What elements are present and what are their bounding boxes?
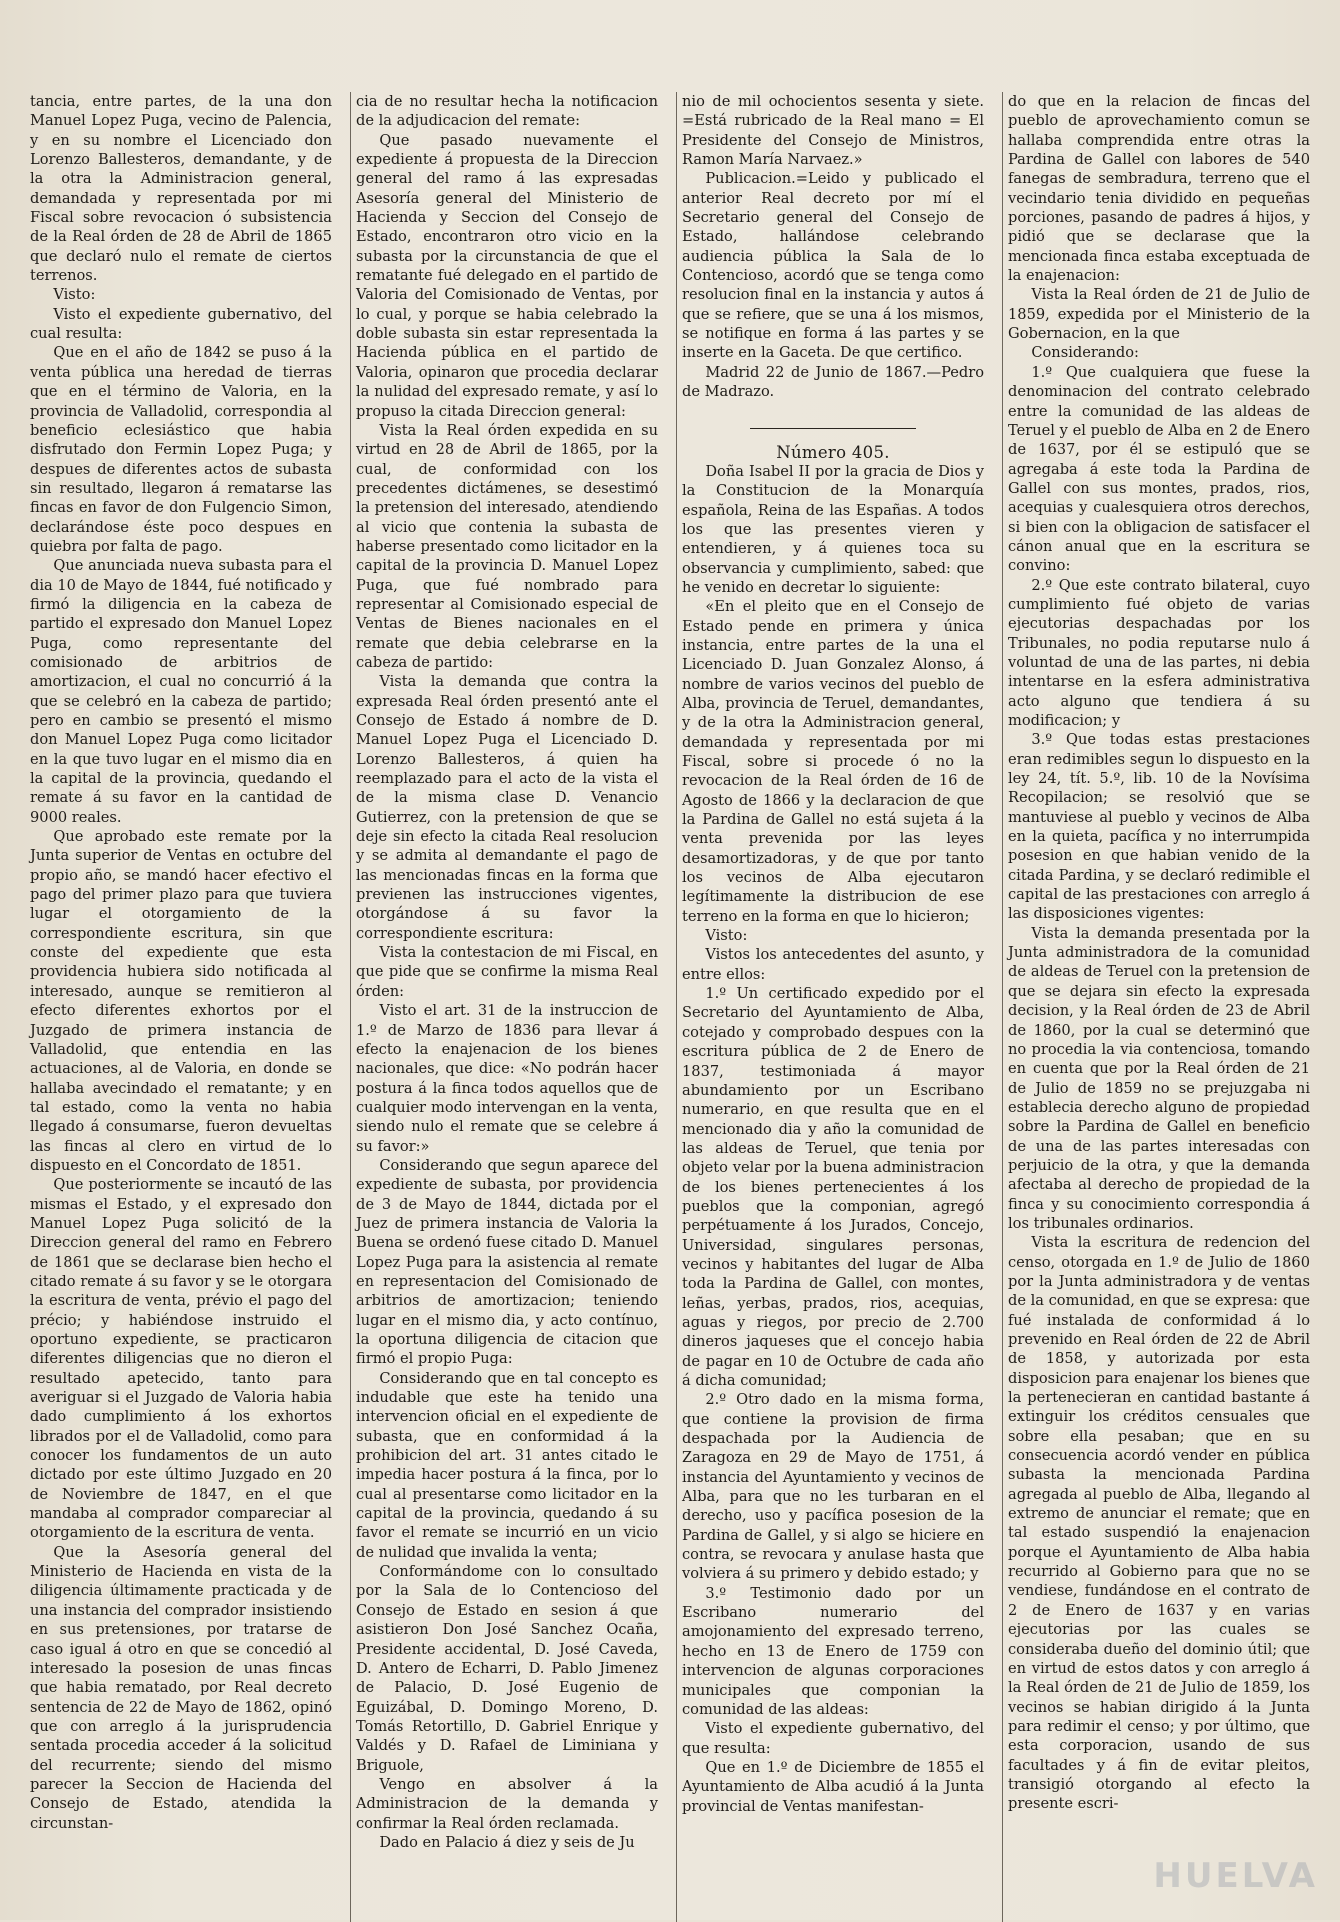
paragraph: Visto el art. 31 de la instruccion de 1.º de Marzo de 1836 para llevar á efecto la enajenacion de los bienes nacionales, que dice: «No podrán hacer postura á la finca todos aquellos que de cualquier modo intervengan en la venta, siendo nulo el remate que se celebre á su favor:» xyxy=(356,1002,658,1155)
paragraph: Que aprobado este remate por la Junta superior de Ventas en octubre del propio año, se mandó hacer efectivo el pago del primer plazo para que tuviera lugar el otorgamiento de la correspondiente escritura, sin que conste del expediente que esta providencia hubiera sido notificada al interesado, aunque se remitieron al efecto diferentes exhortos por el Juzgado de primera instancia de Valladolid, que entendia en las actuaciones, al de Valoria, en donde se hallaba avecindado el rematante; y en tal estado, como la venta no habia llegado á consumarse, fueron devueltas las fincas al clero en virtud de lo dispuesto en el Concordato de 1851. xyxy=(30,828,332,1174)
paragraph: Madrid 22 de Junio de 1867.—Pedro de Madrazo. xyxy=(682,363,984,401)
paragraph: Considerando: xyxy=(1031,344,1139,362)
paragraph: Visto el expediente gubernativo, del que resulta: xyxy=(682,1720,984,1757)
paragraph: Que en 1.º de Diciembre de 1855 el Ayuntamiento de Alba acudió á la Junta provincial de Ventas manifestan- xyxy=(682,1758,984,1815)
paragraph: Vista la demanda que contra la expresada Real órden presentó ante el Consejo de Estado á nombre de D. Manuel Lopez Puga el Licenciado D. Lorenzo Ballesteros, á quien ha reemplazado para el acto de la vista el de la misma clase D. Venancio Gutierrez, con la pretension de que se deje sin efecto la citada Real resolucion y se admita al demandante el pago de las mencionadas fincas en la forma que previenen las instrucciones vigentes, otorgándose á su favor la correspondiente escritura: xyxy=(356,673,658,942)
column-2 xyxy=(350,92,664,1922)
paragraph: Vista la demanda presentada por la Junta administradora de la comunidad de aldeas de Teruel con la pretension de que se dejara sin efecto la expresada decision, y la Real órden de 23 de Abril de 1860, por la cual se determinó que no procedia la via contenciosa, tomando en cuenta que por la Real órden de 21 de Julio de 1859 no se prejuzgaba ni establecia derecho alguno de propiedad sobre la Pardina de Gallel en beneficio de una de las partes interesadas con perjuicio de la otra, y que la demanda afectaba al derecho de propiedad de la finca y su conocimiento correspondia á los tribunales ordinarios. xyxy=(1008,924,1310,1232)
paragraph: Doña Isabel II por la gracia de Dios y la Constitucion de la Monarquía española, Reina de las Españas. A todos los que las presentes vieren y entendieren, y á quienes toca su observancia y cumplimiento, sabed: que he venido en decretar lo siguiente: xyxy=(682,462,984,596)
column-1 xyxy=(24,92,338,1922)
paragraph: Vista la Real órden expedida en su virtud en 28 de Abril de 1865, por la cual, de conformidad con los precedentes dictámenes, se desestimó la pretension del interesado, atendiendo al vicio que contenia la subasta de haberse presentado como licitador en la capital de la provincia D. Manuel Lopez Puga, que fué nombrado para representar al Comisionado especial de Ventas de Bienes nacionales en el remate que debia celebrarse en la cabeza de partido: xyxy=(356,421,658,671)
section-divider xyxy=(750,428,916,429)
paragraph: Vengo en absolver á la Administracion de la demanda y confirmar la Real órden reclamada. xyxy=(356,1775,658,1832)
paragraph: 3.º Testimonio dado por un Escribano numerario del amojonamiento del expresado terreno, hecho en 13 de Enero de 1759 con intervencion de algunas corporaciones municipales que componian la comunidad de las aldeas: xyxy=(682,1584,984,1718)
paragraph: Vista la Real órden de 21 de Julio de 1859, expedida por el Ministerio de la Gobernacion, en la que xyxy=(1008,286,1310,343)
paragraph: Que en el año de 1842 se puso á la venta pública una heredad de tierras que en el término de Valoria, en la provincia de Valladolid, correspondia al beneficio eclesiástico que habia disfrutado don Fermin Lopez Puga; y despues de diferentes actos de subasta sin resultado, llegaron á rematarse las fincas en favor de don Fulgencio Simon, declarándose éste poco despues en quiebra por falta de pago. xyxy=(30,344,332,555)
paragraph: Que pasado nuevamente el expediente á propuesta de la Direccion general del ramo á las expresadas Asesoría general del Ministerio de Hacienda y Seccion del Consejo de Estado, encontraron otro vicio en la subasta por la circunstancia de que el rematante fué delegado en el partido de Valoria del Comisionado de Ventas, por lo cual, y porque se habia celebrado la doble subasta sin estar representada la Hacienda pública en el partido de Valoria, opinaron que procedia declarar la nulidad del expresado remate, y así lo propuso la citada Direccion general: xyxy=(356,131,658,420)
paragraph: Que posteriormente se incautó de las mismas el Estado, y el expresado don Manuel Lopez Puga solicitó de la Direccion general del ramo en Febrero de 1861 que se declarase bien hecho el citado remate á su favor y se le otorgara la escritura de venta, prévio el pago del précio; y habiéndose instruido el oportuno expediente, se practicaron diferentes diligencias que no dieron el resultado apetecido, tanto para averiguar si el Juzgado de Valoria habia dado cumplimiento á los exhortos librados por el de Valladolid, como para conocer los fundamentos de un auto dictado por este último Juzgado en 20 de Noviembre de 1847, en el que mandaba al comprador compareciar al otorgamiento de la escritura de venta. xyxy=(30,1176,332,1542)
text-columns xyxy=(24,92,1316,1922)
paragraph: «En el pleito que en el Consejo de Estado pende en primera y única instancia, entre partes de la una el Licenciado D. Juan Gonzalez Alonso, á nombre de varios vecinos del pueblo de Alba, provincia de Teruel, demandantes, y de la otra la Administracion general, demandada y representada por mi Fiscal, sobre si procede ó no la revocacion de la Real órden de 16 de Agosto de 1866 y la declaracion de que la Pardina de Gallel no está sujeta á la venta prevenida por las leyes desamortizadoras, y de que por tanto los vecinos de Alba ejecutaron legítimamente la distribucion de ese terreno en la forma en que lo hicieron; xyxy=(682,598,984,925)
column-3 xyxy=(676,92,990,1922)
paragraph: cia de no resultar hecha la notificacion de la adjudicacion del remate: xyxy=(356,93,658,130)
paragraph: 1.º Un certificado expedido por el Secretario del Ayuntamiento de Alba, cotejado y comprobado despues con la escritura pública de 2 de Enero de 1837, testimoniada á mayor abundamiento por un Escribano numerario, en que resulta que en el mencionado dia y año la comunidad de las aldeas de Teruel, que tenia por objeto velar por la buena administracion de los bienes pertenecientes á los pueblos que la componian, agregó perpétuamente á los Jurados, Concejo, Universidad, singulares personas, vecinos y habitantes del lugar de Alba toda la Pardina de Gallel, con montes, leñas, yerbas, prados, rios, acequias, aguas y riegos, por precio de 2.700 dineros jaqueses que el concejo habia de pagar en 10 de Octubre de cada año á dicha comunidad; xyxy=(682,985,984,1389)
paragraph: Vista la contestacion de mi Fiscal, en que pide que se confirme la misma Real órden: xyxy=(356,944,658,1000)
paragraph: Conformándome con lo consultado por la Sala de lo Contencioso del Consejo de Estado en sesion á que asistieron Don José Sanchez Ocaña, Presidente accidental, D. José Caveda, D. Antero de Echarri, D. Pablo Jimenez de Palacio, D. José Eugenio de Eguizábal, D. Domingo Moreno, D. Tomás Retortillo, D. Gabriel Enrique y Valdés y D. Rafael de Liminiana y Briguole, xyxy=(356,1563,658,1774)
paragraph: 1.º Que cualquiera que fuese la denominacion del contrato celebrado entre la comunidad de las aldeas de Teruel y el pueblo de Alba en 2 de Enero de 1637, por él se estipuló que se agregaba á este toda la Pardina de Gallel con sus montes, prados, rios, acequias y cualesquiera otros derechos, si bien con la obligacion de satisfacer el cánon anual que en la escritura se convino: xyxy=(1008,363,1310,575)
paragraph: tancia, entre partes, de la una don Manuel Lopez Puga, vecino de Palencia, y en su nombre el Licenciado don Lorenzo Ballesteros, demandante, y de la otra la Administracion general, demandada y representada por mi Fiscal sobre revocacion ó subsistencia de la Real órden de 28 de Abril de 1865 que declaró nulo el remate de ciertos terrenos. xyxy=(30,93,332,285)
library-watermark: HUELVA xyxy=(1153,1856,1318,1896)
paragraph: Publicacion.=Leido y publicado el anterior Real decreto por mí el Secretario general del Consejo de Estado, hallándose celebrando audiencia pública la Sala de lo Contencioso, acordó que se tenga como resolucion final en la instancia y autos á que se refiere, que se una á los mismos, se notifique en forma á las partes y se inserte en la Gaceta. De que certifico. xyxy=(682,170,984,362)
paragraph: Que anunciada nueva subasta para el dia 10 de Mayo de 1844, fué notificado y firmó la diligencia en la cabeza de partido el expresado don Manuel Lopez Puga, como representante del comisionado de arbitrios de amortizacion, el cual no concurrió á la que se celebró en la cabeza de partido; pero en cambio se presentó el mismo don Manuel Lopez Puga como licitador en la que tuvo lugar en el mismo dia en la capital de la provincia, quedando el remate á su favor en la cantidad de 9000 reales. xyxy=(30,557,332,826)
paragraph: 2.º Otro dado en la misma forma, que contiene la provision de firma despachada por la Audiencia de Zaragoza en 29 de Mayo de 1751, á instancia del Ayuntamiento y vecinos de Alba, para que no les turbaran en el derecho, uso y pacífica posesion de la Pardina de Gallel, y si algo se hiciere en contra, se revocara y anulase hasta que volviera á su primero y debido estado; y xyxy=(682,1391,984,1583)
section-heading: Número 405. xyxy=(776,442,890,462)
paragraph: Dado en Palacio á diez y seis de Ju xyxy=(379,1833,635,1851)
paragraph: Visto el expediente gubernativo, del cual resulta: xyxy=(30,305,332,343)
paragraph: Considerando que segun aparece del expediente de subasta, por providencia de 3 de Mayo de 1844, dictada por el Juez de primera instancia de Valoria la Buena se ordenó fuese citado D. Manuel Lopez Puga para la asistencia al remate en representacion del Comisionado de arbitrios de amortizacion; teniendo lugar en el mismo dia, y acto contínuo, la oportuna diligencia de citacion que firmó el propio Puga: xyxy=(356,1156,658,1368)
paragraph: Considerando que en tal concepto es indudable que este ha tenido una intervencion oficial en el expediente de subasta, que en conformidad á la prohibicion del art. 31 antes citado le impedia hacer postura á la finca, por lo cual al presentarse como licitador en la capital de la provincia, quedando á su favor el remate se incurrió en un vicio de nulidad que invalida la venta; xyxy=(356,1369,658,1561)
paragraph: Que la Asesoría general del Ministerio de Hacienda en vista de la diligencia últimamente practicada y de una instancia del comprador insistiendo en sus pretensiones, por tratarse de caso igual á otro en que se concedió al interesado la posesion de unas fincas que habia rematado, por Real decreto sentencia de 22 de Mayo de 1862, opinó que con arreglo á la jurisprudencia sentada procedia acceder á la solicitud del recurrente; siendo del mismo parecer la Seccion de Hacienda del Consejo de Estado, atendida la circunstan- xyxy=(30,1543,332,1832)
paragraph: 3.º Que todas estas prestaciones eran redimibles segun lo dispuesto en la ley 24, tít. 5.º, lib. 10 de la Novísima Recopilacion; se resolvió que se mantuviese al pueblo y vecinos de Alba en la quieta, pacífica y no interrumpida posesion en que habian venido de la citada Pardina, y se declaró redimible el capital de las prestaciones con arreglo á las disposiciones vigentes: xyxy=(1008,731,1310,923)
paragraph: Visto: xyxy=(705,927,748,945)
paragraph: Visto: xyxy=(53,286,96,304)
paragraph: Vistos los antecedentes del asunto, y entre ellos: xyxy=(682,946,984,983)
paragraph: nio de mil ochocientos sesenta y siete. =Está rubricado de la Real mano = El Presidente del Consejo de Ministros, Ramon María Narvaez.» xyxy=(682,93,984,169)
paragraph: Vista la escritura de redencion del censo, otorgada en 1.º de Julio de 1860 por la Junta administradora y de ventas de la comunidad, en que se expresa: que fué instalada de conformidad á lo prevenido en Real órden de 22 de Abril de 1858, y autorizada por esta disposicion para enajenar los bienes que la pertenecieran en cantidad bastante á extinguir los créditos censuales que sobre ella pesaban; que en su consecuencia acordó vender en pública subasta la mencionada Pardina agregada al pueblo de Alba, llegando al extremo de anunciar el remate; que en tal estado suspendió la enajenacion porque el Ayuntamiento de Alba habia recurrido al Gobierno para que no se vendiese, fundándose en el contrato de 2 de Enero de 1637 y en varias ejecutorias por las cuales se consideraba dueño del dominio útil; que en virtud de estos datos y con arreglo á la Real órden de 21 de Julio de 1859, los vecinos se habian dirigido á la Junta para redimir el censo; y por último, que esta corporacion, usando de sus facultades y á fin de evitar pleitos, transigió otorgando al efecto la presente escri- xyxy=(1008,1234,1310,1813)
column-4 xyxy=(1002,92,1316,1922)
paragraph: do que en la relacion de fincas del pueblo de aprovechamiento comun se hallaba comprendida entre otras la Pardina de Gallel con labores de 540 fanegas de sembradura, terreno que el vecindario tenia dividido en pequeñas porciones, pasando de padres á hijos, y pidió que se declarase que la mencionada finca estaba exceptuada de la enajenacion: xyxy=(1008,93,1310,285)
paragraph: 2.º Que este contrato bilateral, cuyo cumplimiento fué objeto de varias ejecutorias despachadas por los Tribunales, no podia reputarse nulo á voluntad de una de las partes, ni debia intentarse en la esfera administrativa acto alguno que tendiera á su modificacion; y xyxy=(1008,576,1310,729)
